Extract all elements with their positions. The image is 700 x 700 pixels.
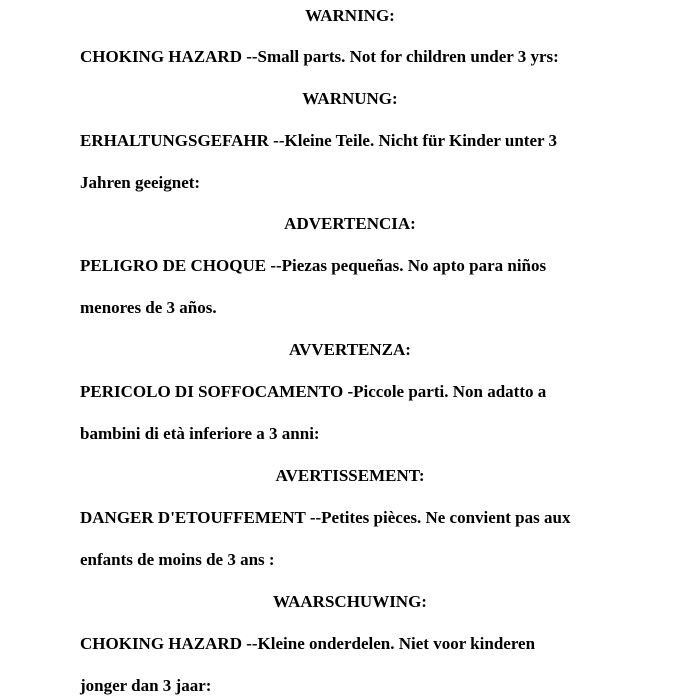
section-heading-german: WARNUNG: bbox=[302, 89, 398, 108]
section-text-french-line-2: enfants de moins de 3 ans : bbox=[80, 550, 275, 569]
section-heading-spanish: ADVERTENCIA: bbox=[284, 214, 416, 233]
section-text-dutch-line-1: CHOKING HAZARD --Kleine onderdelen. Niet voor kinderen bbox=[80, 634, 536, 653]
section-text-french-line-1: DANGER D'ETOUFFEMENT --Petites pièces. Ne convient pas aux bbox=[80, 508, 571, 527]
section-text-dutch-line-2: jonger dan 3 jaar: bbox=[80, 676, 212, 695]
section-heading-french: AVERTISSEMENT: bbox=[275, 466, 425, 485]
section-text-italian-line-1: PERICOLO DI SOFFOCAMENTO -Piccole parti. Non adatto a bbox=[80, 382, 547, 401]
section-text-english-line-1: CHOKING HAZARD --Small parts. Not for children under 3 yrs: bbox=[80, 47, 559, 66]
section-text-spanish-line-1: PELIGRO DE CHOQUE --Piezas pequeñas. No apto para niños bbox=[80, 256, 547, 275]
section-heading-english: WARNING: bbox=[305, 6, 395, 25]
section-text-german-line-1: ERHALTUNGSGEFAHR --Kleine Teile. Nicht für Kinder unter 3 bbox=[80, 131, 557, 150]
section-text-german-line-2: Jahren geeignet: bbox=[80, 173, 201, 192]
section-heading-dutch: WAARSCHUWING: bbox=[273, 592, 427, 611]
section-text-spanish-line-2: menores de 3 años. bbox=[80, 298, 217, 317]
section-heading-italian: AVVERTENZA: bbox=[289, 340, 411, 359]
section-text-italian-line-2: bambini di età inferiore a 3 anni: bbox=[80, 424, 320, 443]
